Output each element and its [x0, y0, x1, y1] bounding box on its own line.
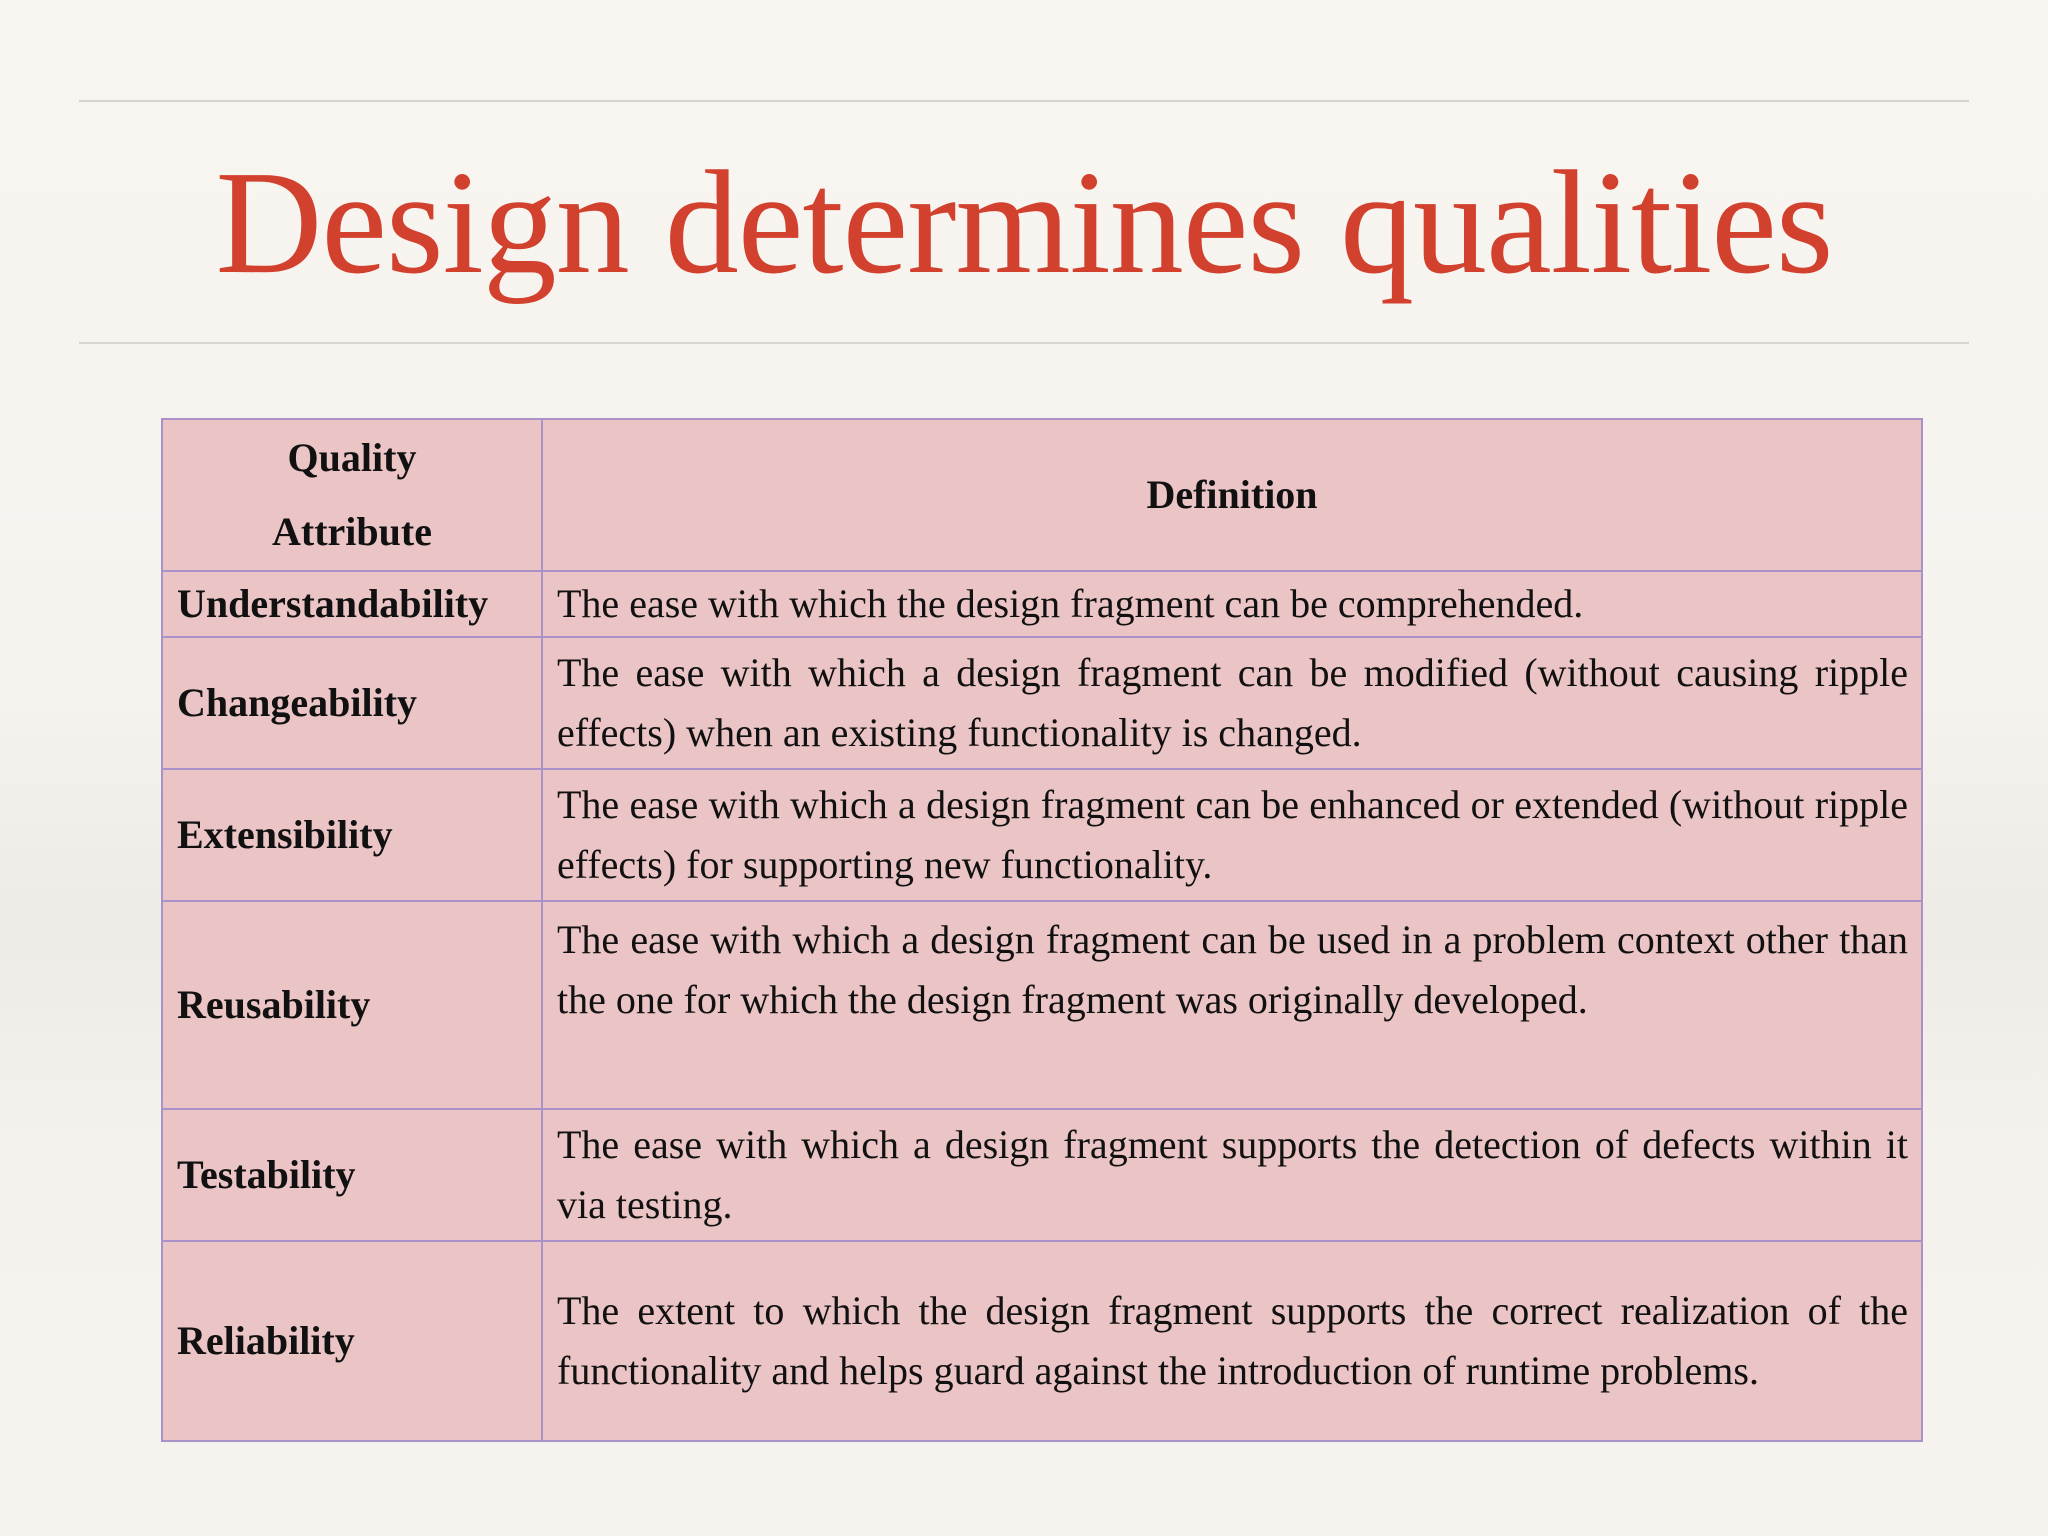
header-quality-attribute-line1: Quality — [287, 435, 417, 480]
header-definition: Definition — [542, 419, 1922, 571]
table-header-row — [162, 419, 1922, 571]
slide-title: Design determines qualities — [215, 141, 1833, 305]
table-row-testability — [162, 1109, 1922, 1241]
header-quality-attribute — [162, 419, 542, 571]
attribute-cell: Understandability — [162, 571, 542, 637]
attribute-cell: Reliability — [162, 1241, 542, 1441]
header-quality-attribute-line2: Attribute — [272, 509, 432, 554]
definition-cell: The ease with which the design fragment can be comprehended. — [542, 571, 1922, 637]
table-row-changeability — [162, 637, 1922, 769]
quality-attributes-table — [161, 418, 1923, 1442]
definition-cell: The ease with which a design fragment can be modified (without causing ripple effects) when an existing functionality is changed. — [542, 637, 1922, 769]
attribute-cell: Reusability — [162, 901, 542, 1109]
definition-cell: The ease with which a design fragment can be used in a problem context other than the one for which the design fragment was originally developed. — [542, 901, 1922, 1109]
definition-cell: The ease with which a design fragment can be enhanced or extended (without ripple effects) for supporting new functionality. — [542, 769, 1922, 901]
attribute-cell: Extensibility — [162, 769, 542, 901]
table-row-extensibility — [162, 769, 1922, 901]
top-divider — [79, 100, 1969, 102]
table-row-understandability — [162, 571, 1922, 637]
bottom-divider — [79, 342, 1969, 344]
definition-cell: The ease with which a design fragment supports the detection of defects within it via testing. — [542, 1109, 1922, 1241]
attribute-cell: Changeability — [162, 637, 542, 769]
definition-cell: The extent to which the design fragment supports the correct realization of the functionality and helps guard against the introduction of runtime problems. — [542, 1241, 1922, 1441]
table-row-reusability — [162, 901, 1922, 1109]
attribute-cell: Testability — [162, 1109, 542, 1241]
table-row-reliability — [162, 1241, 1922, 1441]
